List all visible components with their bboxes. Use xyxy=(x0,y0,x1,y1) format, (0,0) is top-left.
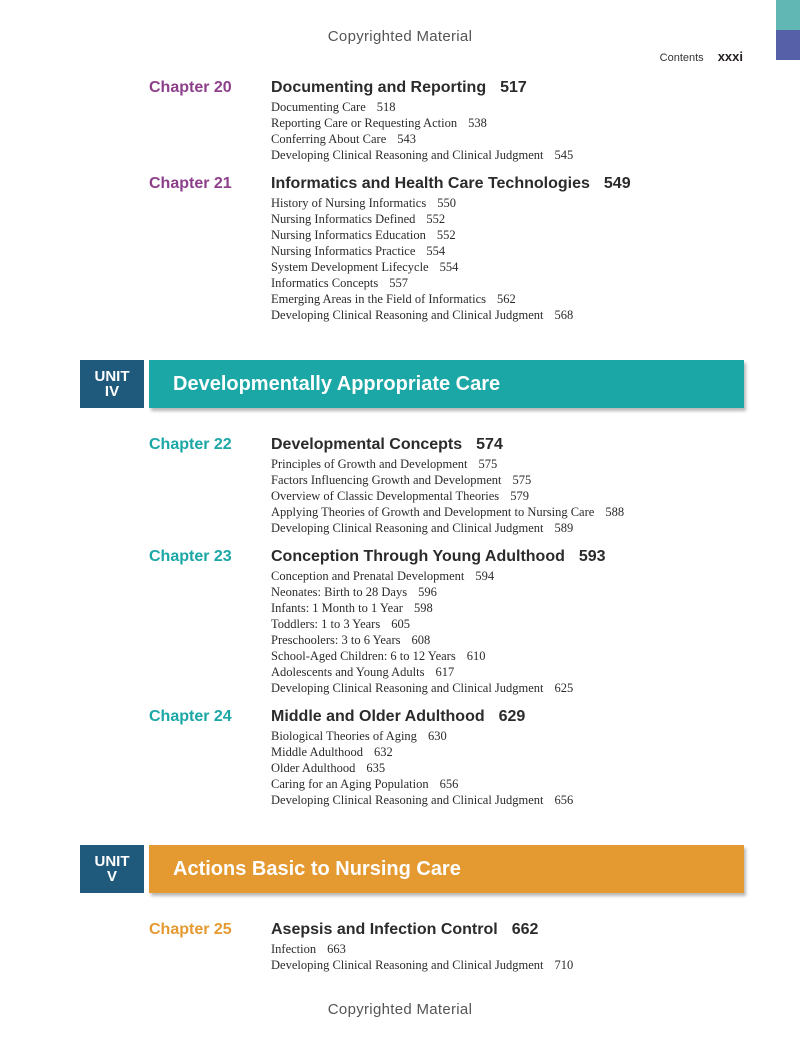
topic-title: Informatics Concepts xyxy=(271,276,379,290)
unit-title-bar xyxy=(149,360,744,408)
topic-title: Toddlers: 1 to 3 Years xyxy=(271,617,381,631)
topic-page: 575 xyxy=(478,457,498,471)
unit-numeral: V xyxy=(106,868,117,885)
topic-title: Middle Adulthood xyxy=(271,745,364,759)
topic-title: Older Adulthood xyxy=(271,761,356,775)
unit-badge xyxy=(80,360,144,408)
topic-title: Developing Clinical Reasoning and Clinical Judgment xyxy=(271,681,544,695)
topic-title: Conception and Prenatal Development xyxy=(271,569,465,583)
topic-page: 545 xyxy=(554,148,574,162)
watermark-bottom: Copyrighted Material xyxy=(327,1001,473,1018)
topic-page: 562 xyxy=(497,292,516,306)
topic-item xyxy=(271,632,573,648)
topic-item xyxy=(271,760,573,776)
topic-title: Preschoolers: 3 to 6 Years xyxy=(271,633,401,647)
topic-page: 552 xyxy=(436,228,456,242)
chapter-title-text: Informatics and Health Care Technologies xyxy=(271,175,590,192)
topic-title: Nursing Informatics Practice xyxy=(271,244,416,258)
watermark-top: Copyrighted Material xyxy=(327,28,473,45)
topic-page: 608 xyxy=(411,633,431,647)
topic-page: 625 xyxy=(554,681,574,695)
chapter-page: 662 xyxy=(511,921,539,938)
topic-item xyxy=(271,259,573,275)
chapter-title-text: Asepsis and Infection Control xyxy=(271,921,498,938)
topic-item xyxy=(271,728,573,744)
topic-list xyxy=(271,728,573,808)
topic-page: 550 xyxy=(437,196,456,210)
running-head xyxy=(660,49,743,64)
topic-title: System Development Lifecycle xyxy=(271,260,429,274)
topic-title: Applying Theories of Growth and Development to Nursing Care xyxy=(271,505,595,519)
topic-title: Developing Clinical Reasoning and Clinical Judgment xyxy=(271,148,544,162)
topic-item xyxy=(271,744,573,760)
unit-title: Developmentally Appropriate Care xyxy=(173,373,501,395)
topic-page: 594 xyxy=(475,569,495,583)
topic-title: Principles of Growth and Development xyxy=(271,457,468,471)
topic-page: 575 xyxy=(512,473,532,487)
topic-title: History of Nursing Informatics xyxy=(271,196,427,210)
topic-item xyxy=(271,568,573,584)
topic-list xyxy=(271,941,573,973)
topic-title: Nursing Informatics Education xyxy=(271,228,426,242)
chapter-label: Chapter 23 xyxy=(149,548,232,565)
topic-page: 596 xyxy=(418,585,437,599)
topic-page: 554 xyxy=(439,260,459,274)
unit-word: UNIT xyxy=(94,368,130,385)
topic-page: 630 xyxy=(427,729,447,743)
topic-page: 588 xyxy=(605,505,625,519)
chapter-title-text: Documenting and Reporting xyxy=(271,79,487,96)
topic-list xyxy=(271,568,573,696)
topic-page: 557 xyxy=(389,276,409,290)
topic-title: Infection xyxy=(271,942,317,956)
unit-v-banner xyxy=(80,845,744,893)
page-number: xxxi xyxy=(717,49,743,64)
topic-title: Conferring About Care xyxy=(271,132,387,146)
topic-title: Emerging Areas in the Field of Informatics xyxy=(271,292,486,306)
topic-item xyxy=(271,520,624,536)
topic-item xyxy=(271,307,573,323)
topic-page: 710 xyxy=(554,958,574,972)
topic-title: Infants: 1 Month to 1 Year xyxy=(271,601,403,615)
topic-page: 552 xyxy=(426,212,446,226)
unit-word: UNIT xyxy=(94,853,130,870)
topic-title: Developing Clinical Reasoning and Clinical Judgment xyxy=(271,521,544,535)
chapter-title xyxy=(271,175,631,193)
topic-title: Neonates: Birth to 28 Days xyxy=(271,585,408,599)
topic-title: Overview of Classic Developmental Theories xyxy=(271,489,500,503)
chapter-title xyxy=(271,79,527,97)
chapter-label: Chapter 24 xyxy=(149,708,232,725)
topic-item xyxy=(271,147,573,163)
unit-numeral: IV xyxy=(104,383,120,400)
topic-title: School-Aged Children: 6 to 12 Years xyxy=(271,649,456,663)
topic-page: 656 xyxy=(439,777,459,791)
topic-page: 554 xyxy=(426,244,446,258)
topic-page: 579 xyxy=(510,489,529,503)
topic-title: Caring for an Aging Population xyxy=(271,777,429,791)
topic-title: Developing Clinical Reasoning and Clinical Judgment xyxy=(271,308,544,322)
topic-item xyxy=(271,648,573,664)
topic-item xyxy=(271,275,573,291)
topic-title: Documenting Care xyxy=(271,100,366,114)
topic-item xyxy=(271,195,573,211)
topic-page: 538 xyxy=(468,116,487,130)
chapter-label: Chapter 22 xyxy=(149,436,232,453)
chapter-page: 574 xyxy=(476,436,503,453)
topic-page: 568 xyxy=(554,308,574,322)
topic-item xyxy=(271,680,573,696)
chapter-title xyxy=(271,548,606,566)
topic-item xyxy=(271,488,624,504)
chapter-title xyxy=(271,708,525,726)
topic-title: Developing Clinical Reasoning and Clinical Judgment xyxy=(271,793,544,807)
unit-title: Actions Basic to Nursing Care xyxy=(173,858,461,880)
topic-item xyxy=(271,957,573,973)
topic-item xyxy=(271,616,573,632)
topic-page: 663 xyxy=(327,942,346,956)
topic-title: Biological Theories of Aging xyxy=(271,729,417,743)
topic-title: Developing Clinical Reasoning and Clinical Judgment xyxy=(271,958,544,972)
topic-item xyxy=(271,99,573,115)
topic-item xyxy=(271,131,573,147)
chapter-title-text: Developmental Concepts xyxy=(271,436,463,453)
topic-title: Reporting Care or Requesting Action xyxy=(271,116,458,130)
chapter-title-text: Middle and Older Adulthood xyxy=(271,708,485,725)
topic-item xyxy=(271,243,573,259)
topic-page: 598 xyxy=(413,601,433,615)
chapter-label: Chapter 20 xyxy=(149,79,232,96)
topic-title: Nursing Informatics Defined xyxy=(271,212,416,226)
chapter-label: Chapter 25 xyxy=(149,921,232,938)
chapter-label: Chapter 21 xyxy=(149,175,232,192)
topic-item xyxy=(271,227,573,243)
chapter-page: 629 xyxy=(498,708,526,725)
topic-page: 543 xyxy=(397,132,417,146)
topic-page: 605 xyxy=(391,617,410,631)
topic-item xyxy=(271,115,573,131)
topic-list xyxy=(271,99,573,163)
topic-item xyxy=(271,664,573,680)
topic-list xyxy=(271,456,624,536)
topic-page: 610 xyxy=(466,649,486,663)
topic-page: 635 xyxy=(366,761,386,775)
topic-title: Factors Influencing Growth and Development xyxy=(271,473,502,487)
topic-page: 518 xyxy=(376,100,396,114)
topic-page: 617 xyxy=(435,665,455,679)
chapter-page: 593 xyxy=(578,548,606,565)
unit-iv-banner xyxy=(80,360,744,408)
topic-item xyxy=(271,584,573,600)
topic-item xyxy=(271,211,573,227)
topic-item xyxy=(271,792,573,808)
topic-item xyxy=(271,941,573,957)
topic-item xyxy=(271,504,624,520)
chapter-page: 549 xyxy=(603,175,631,192)
unit-title-bar xyxy=(149,845,744,893)
topic-item xyxy=(271,291,573,307)
running-head-section: Contents xyxy=(659,52,704,64)
unit-badge xyxy=(80,845,144,893)
topic-title: Adolescents and Young Adults xyxy=(271,665,425,679)
topic-item xyxy=(271,776,573,792)
chapter-title xyxy=(271,921,538,939)
chapter-title-text: Conception Through Young Adulthood xyxy=(271,548,565,565)
chapter-title xyxy=(271,436,503,454)
topic-item xyxy=(271,600,573,616)
topic-item xyxy=(271,456,624,472)
topic-page: 656 xyxy=(554,793,574,807)
topic-list xyxy=(271,195,573,323)
corner-tab-teal xyxy=(776,0,800,30)
topic-page: 632 xyxy=(374,745,393,759)
topic-item xyxy=(271,472,624,488)
topic-page: 589 xyxy=(554,521,574,535)
chapter-page: 517 xyxy=(500,79,527,96)
